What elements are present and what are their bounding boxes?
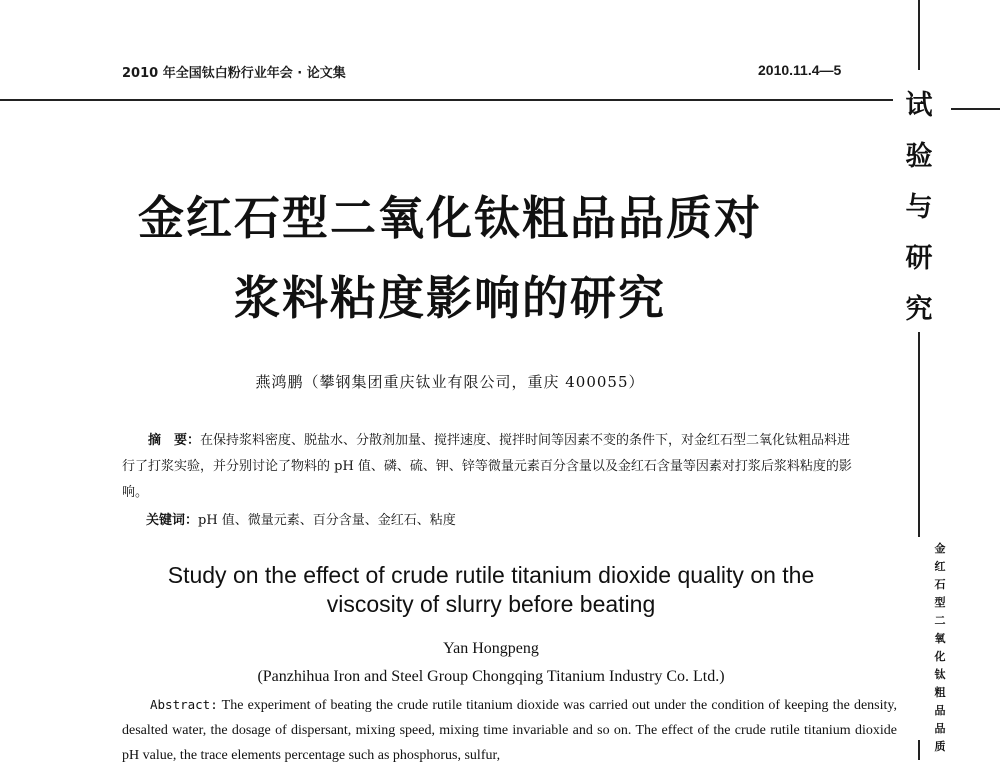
abstract-cn-label: 摘 要： bbox=[148, 433, 201, 448]
paper-title-cn-line1: 金红石型二氧化钛粗品品质对 bbox=[138, 191, 762, 245]
running-title-char: 金 bbox=[934, 542, 946, 555]
author-cn: 燕鸿鹏（攀钢集团重庆钛业有限公司，重庆 400055） bbox=[255, 373, 645, 391]
abstract-en-label: Abstract: bbox=[150, 697, 218, 712]
abstract-en bbox=[122, 692, 897, 768]
paper-title-cn-line2: 浆料粘度影响的研究 bbox=[234, 271, 666, 325]
section-char: 究 bbox=[905, 294, 933, 325]
keywords-cn-label: 关键词： bbox=[146, 513, 199, 528]
section-char: 研 bbox=[905, 243, 933, 274]
header-rule bbox=[0, 99, 893, 101]
side-rule bbox=[951, 108, 1000, 110]
running-title-char: 粗 bbox=[934, 686, 946, 699]
running-title-char: 化 bbox=[934, 650, 946, 663]
side-vertical-line-top bbox=[918, 0, 920, 70]
running-title-char: 红 bbox=[934, 560, 946, 573]
running-title-char: 质 bbox=[934, 740, 946, 753]
side-vertical-line-middle bbox=[918, 332, 920, 537]
running-title-char: 氧 bbox=[934, 632, 946, 645]
running-title-char: 二 bbox=[934, 614, 946, 627]
paper-title-en-line2: viscosity of slurry before beating bbox=[326, 591, 656, 617]
affiliation-en: (Panzhihua Iron and Steel Group Chongqing Titanium Industry Co. Ltd.) bbox=[257, 668, 725, 685]
keywords-cn bbox=[146, 509, 456, 528]
running-title-char: 钛 bbox=[934, 668, 946, 681]
section-char: 试 bbox=[905, 90, 933, 121]
section-char: 与 bbox=[905, 192, 933, 223]
running-title-char: 石 bbox=[934, 578, 946, 591]
keywords-cn-text: pH 值、微量元素、百分含量、金红石、粘度 bbox=[198, 513, 456, 528]
side-vertical-line-bottom bbox=[918, 740, 920, 760]
abstract-cn-text: 在保持浆料密度、脱盐水、分散剂加量、搅拌速度、搅拌时间等因素不变的条件下，对金红石型二氧化钛粗品料进行了打浆实验，并分别讨论了物料的 pH 值、磷、硫、钾、锌等微量元素百分含量以及金红石含量等因素对打浆后浆料粘度的影响。 bbox=[122, 433, 852, 500]
conference-date: 2010.11.4—5 bbox=[758, 62, 842, 78]
paper-title-en-line1: Study on the effect of crude rutile titanium dioxide quality on the bbox=[167, 562, 815, 588]
section-char: 验 bbox=[905, 141, 933, 172]
running-title-char: 型 bbox=[934, 596, 946, 609]
abstract-en-text: The experiment of beating the crude rutile titanium dioxide was carried out under the condition of keeping the density, desalted water, the dosage of dispersant, mixing speed, mixing time invariable and so on. The effect of the crude rutile titanium dioxide pH value, the trace elements percentage such as phosphorus, sulfur, bbox=[122, 698, 897, 763]
running-title-char: 品 bbox=[934, 722, 946, 735]
running-title-char: 品 bbox=[934, 704, 946, 717]
section-label-vertical bbox=[893, 80, 945, 335]
author-en: Yan Hongpeng bbox=[443, 640, 539, 657]
abstract-cn bbox=[122, 428, 862, 506]
conference-header: 2010 年全国钛白粉行业年会 · 论文集 bbox=[122, 66, 346, 81]
